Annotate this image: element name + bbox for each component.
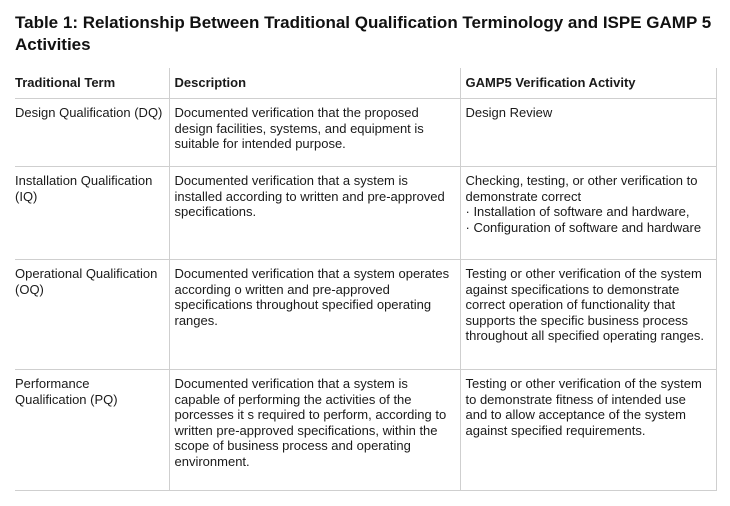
table-row [15,167,716,260]
term-cell: Design Qualification (DQ) [15,99,169,167]
activity-bullet: · Installation of software and hardware, [465,204,690,220]
activity-cell: Testing or other verification of the system to demonstrate fitness of intended use and to allow acceptance of the system against specified requirements. [460,370,716,491]
header-gamp5-activity: GAMP5 Verification Activity [460,68,716,99]
header-description: Description [169,68,460,99]
term-cell: Installation Qualification (IQ) [15,167,169,260]
description-cell: Documented verification that the proposed design facilities, systems, and equipment is suitable for intended purpose. [169,99,460,167]
activity-cell: Design Review [460,99,716,167]
table-row [15,99,716,167]
activity-cell: Testing or other verification of the system against specifications to demonstrate correct operation of functionality that supports the specific business process throughout all specified operating ranges. [460,260,716,370]
description-cell: Documented verification that a system is installed according to written and pre-approved specifications. [169,167,460,260]
table-title: Table 1: Relationship Between Traditional Qualification Terminology and ISPE GAMP 5 Activities [15,13,712,54]
qualification-table [15,68,717,491]
table-header-row [15,68,716,99]
activity-cell [460,167,716,260]
activity-intro: Checking, testing, or other verification to demonstrate correct [465,173,698,204]
table-row [15,370,716,491]
term-cell: Operational Qualification (OQ) [15,260,169,370]
description-cell: Documented verification that a system is capable of performing the activities of the porcesses it s required to perform, according to written pre-approved specifications, within the scope of business process and operating environment. [169,370,460,491]
description-cell: Documented verification that a system operates according o written and pre-approved specifications throughout specified operating ranges. [169,260,460,370]
term-cell: Performance Qualification (PQ) [15,370,169,491]
table-row [15,260,716,370]
header-traditional-term: Traditional Term [15,68,169,99]
activity-bullet: · Configuration of software and hardware [465,219,702,235]
